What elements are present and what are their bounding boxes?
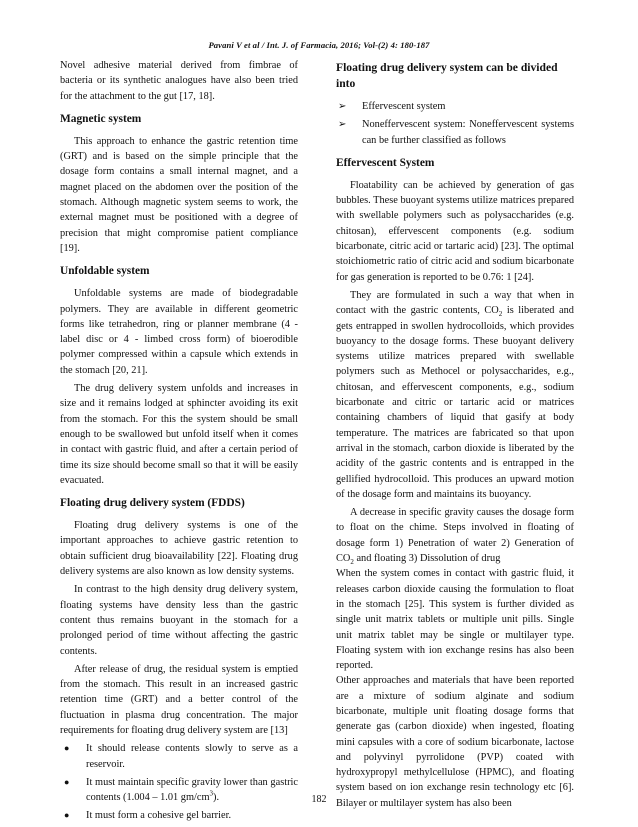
text-run: and floating 3) Dissolution of drug bbox=[353, 553, 501, 565]
list-item bbox=[60, 741, 298, 772]
section-heading-unfoldable: Unfoldable system bbox=[60, 265, 150, 278]
text-run: is liberated and gets entrapped in swollen hydrocolloids, which provides buoyancy to the dosage forms. These buoyant delivery systems utilize matrices prepared with swellable polymers such as Methocel or polysaccharides, e.g., chitosan, and effervescent components, e.g., sodium bicarbonate and citric or tartaric acid or matrices containing chambers of liquid that gasify at body temperature. The matrices are fabricated so that upon arrival in the stomach, carbon dioxide is liberated by the acidity of the gastric contents and is entrapped in the gellified hydrocolloid. This produces an upward motion of the dosage form and maintains its buoyancy. bbox=[336, 305, 574, 500]
paragraph: This approach to enhance the gastric retention time (GRT) and is based on the simple principle that the dosage form contains a small internal magnet, and a magnet placed on the abdomen over the position of the stomach. Although magnetic system seems to work, the external magnet must be positioned with a degree of precision that might compromise patient compliance [19]. bbox=[60, 135, 298, 254]
list-item-tail: ). bbox=[213, 792, 220, 804]
arrow-bullet-icon: ➢ bbox=[338, 101, 347, 112]
list-item-text: It must maintain specific gravity lower than gastric contents (1.004 – 1.01 gm/cm bbox=[86, 776, 298, 804]
list-item-text: Effervescent system bbox=[362, 101, 446, 112]
text-run: A decrease in specific gravity causes the dosage form to float on the chime. Steps involved in floating of dosage form 1) Penetration of water 2) Generation of CO bbox=[336, 507, 574, 565]
paragraph bbox=[336, 505, 574, 566]
subscript: 2 bbox=[350, 558, 354, 567]
arrow-bullet-icon: ➢ bbox=[338, 119, 347, 131]
requirements-list bbox=[60, 741, 298, 823]
paragraph: The drug delivery system unfolds and increases in size and it remains lodged at sphincter avoiding its exit from the stomach. For this the system should be small enough to be swallowed but unfold itself when it comes in contact with gastric fluid, and after a certain period of time its size should become small so that it will be easily evacuated. bbox=[60, 383, 298, 486]
paragraph: Floating drug delivery systems is one of the important approaches to achieve gastric retention to obtain sufficient drug bioavailability [22]. Floating drug delivery systems are also known as low density systems. bbox=[60, 520, 298, 578]
section-heading-magnetic: Magnetic system bbox=[60, 112, 142, 125]
paragraph: After release of drug, the residual system is emptied from the stomach. This result in an increased gastric retention time (GRT) and a better control of the fluctuation in plasma drug concentration. The major requirements for floating drug delivery system are [13] bbox=[60, 663, 298, 736]
text-run: They are formulated in such a way that when in contact with the gastric contents, CO bbox=[336, 289, 574, 317]
list-item bbox=[336, 99, 574, 114]
intro-paragraph: Novel adhesive material derived from fimbrae of bacteria or its synthetic analogues have also been tried for the attachment to the gut [17, 18]. bbox=[60, 60, 298, 102]
paragraph bbox=[336, 288, 574, 502]
paragraph: Other approaches and materials that have been reported are a mixture of sodium alginate and sodium bicarbonate, multiple unit floating dosage forms that generate gas (carbon dioxide) when ingested, floating mini capsules with a core of sodium bicarbonate, lactose and polyvinyl pyrrolidone (PVP) coated with hydroxypropyl methylcellulose (HPMC), and floating system based on ion exchange resin technology etc [6]. Bilayer or multilayer system has also been bbox=[336, 675, 574, 809]
section-heading-division: Floating drug delivery system can be divided into bbox=[336, 61, 558, 90]
running-header: Pavani V et al / Int. J. of Farmacia, 2016; Vol-(2) 4: 180-187 bbox=[208, 40, 430, 50]
paragraph: Unfoldable systems are made of biodegradable polymers. They are available in different geometric forms like tetrahedron, ring or planner membrane (4 - label disc or 4 - limbed cross form) of bioerodible polymer compressed within a capsule which extends in the stomach [20, 21]. bbox=[60, 288, 298, 376]
round-bullet-icon: ● bbox=[64, 810, 70, 821]
list-item-text: It should release contents slowly to serve as a reservoir. bbox=[86, 743, 298, 770]
paragraph: Floatability can be achieved by generation of gas bubbles. These buoyant systems utilize matrices prepared with swellable polymers such as polysaccharides (e.g. chitosan), effervescent components (e.g. sodium bicarbonate, citric acid or tartaric acid) [23]. The optimal stoichiometric ratio of citric acid and sodium bicarbonate for gas generation is reported to be 0.76: 1 [24]. bbox=[336, 179, 574, 283]
superscript: 3 bbox=[209, 789, 214, 798]
page-number: 182 bbox=[311, 794, 327, 805]
list-item bbox=[336, 117, 574, 148]
left-column bbox=[60, 58, 298, 827]
list-item-text: It must form a cohesive gel barrier. bbox=[86, 810, 232, 822]
round-bullet-icon: ● bbox=[64, 743, 70, 754]
list-item-text: Noneffervescent system: Noneffervescent systems can be further classified as follows bbox=[362, 119, 574, 146]
section-heading-fdds: Floating drug delivery system (FDDS) bbox=[60, 497, 245, 510]
paragraph: When the system comes in contact with gastric fluid, it releases carbon dioxide causing the formulation to float in the stomach [25]. This system is further divided as single unit matrix tablets or multiple unit pills. Single unit matrix tablet may be single or multilayer type. Floating system with ion exchange resins has also been reported. bbox=[336, 568, 574, 672]
paragraph: In contrast to the high density drug delivery system, floating systems have density less than the gastric content thus remains buoyant in the stomach for a prolonged period of time without affecting the gastric contents. bbox=[60, 584, 298, 657]
section-heading-effervescent: Effervescent System bbox=[336, 156, 435, 169]
list-item bbox=[60, 808, 298, 823]
right-column bbox=[336, 58, 574, 811]
division-list bbox=[336, 99, 574, 148]
subscript: 2 bbox=[498, 310, 503, 319]
round-bullet-icon: ● bbox=[64, 776, 70, 787]
